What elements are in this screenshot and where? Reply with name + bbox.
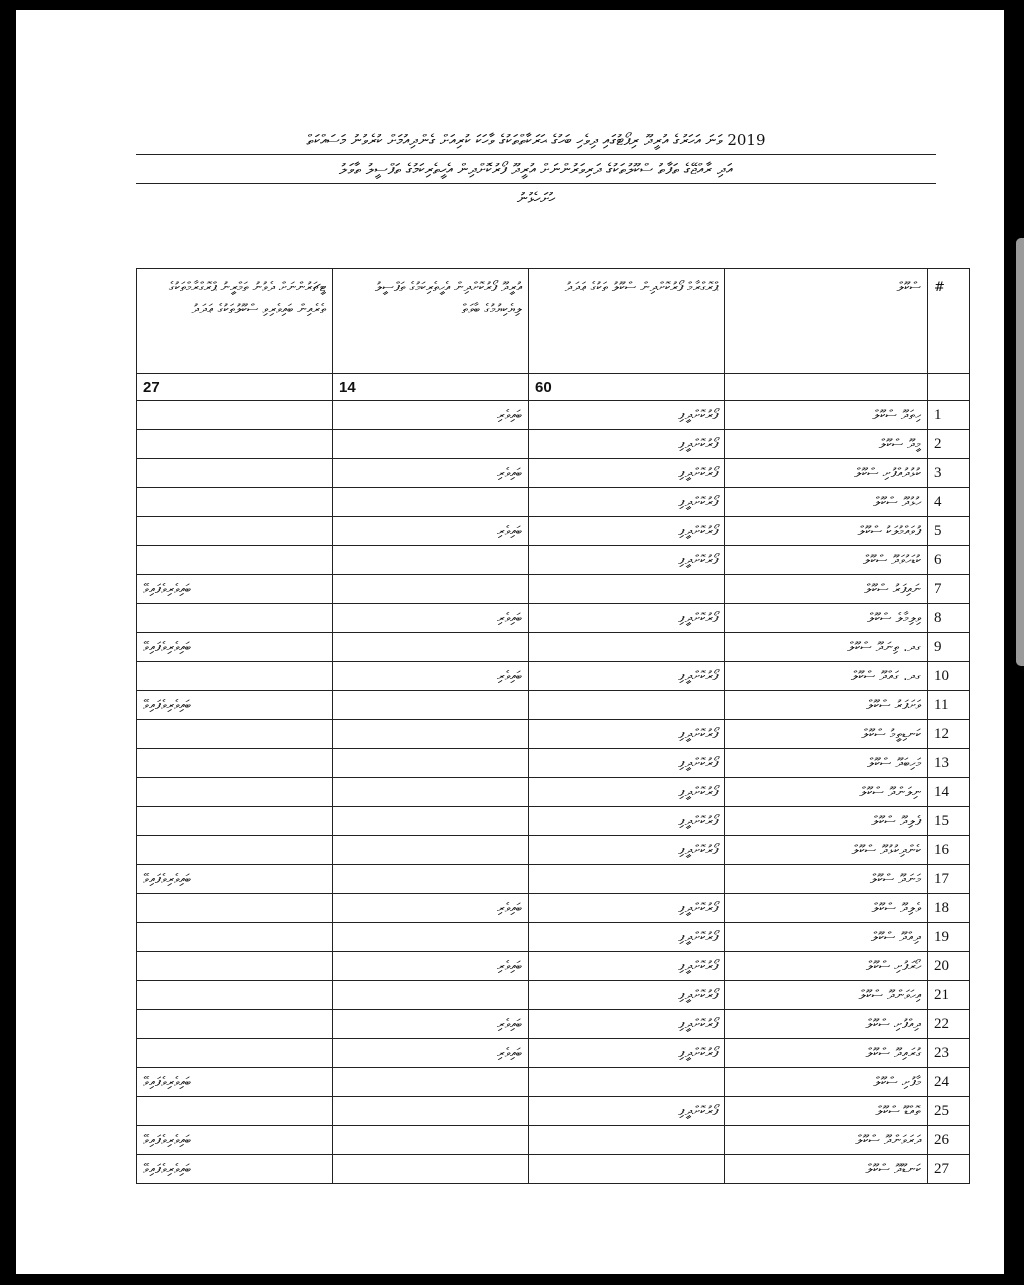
cell-col-b — [333, 1155, 529, 1184]
cell-col-a: ފޯރުކޮށްދީފި — [529, 662, 725, 691]
cell-col-c — [137, 430, 333, 459]
row-number: 27 — [928, 1155, 970, 1184]
row-number: 8 — [928, 604, 970, 633]
row-number: 15 — [928, 807, 970, 836]
cell-col-b — [333, 546, 529, 575]
cell-col-a: ފޯރުކޮށްދީފި — [529, 923, 725, 952]
table-row — [137, 1097, 970, 1126]
cell-col-c — [137, 981, 333, 1010]
cell-col-a: ފޯރުކޮށްދީފި — [529, 952, 725, 981]
table-row — [137, 836, 970, 865]
cell-col-c — [137, 517, 333, 546]
table-header-row — [137, 269, 970, 374]
cell-col-c — [137, 836, 333, 865]
table-row — [137, 923, 970, 952]
header-col-b: އުރީދޫ ފޯރުކޮށްދިން އެހީތެރިކަމުގެ ތަފްސީލު ލިޔެކިޔުމުގެ ބާވަތް — [333, 269, 529, 374]
cell-col-c — [137, 894, 333, 923]
cell-col-b — [333, 633, 529, 662]
cell-col-a — [529, 1126, 725, 1155]
cell-col-a: ފޯރުކޮށްދީފި — [529, 1010, 725, 1039]
totals-name — [725, 374, 928, 401]
school-name: ވަށަފަރު ސްކޫލް — [725, 691, 928, 720]
school-name: ފެލިދޫ ސްކޫލް — [725, 807, 928, 836]
cell-col-a: ފޯރުކޮށްދީފި — [529, 778, 725, 807]
cell-col-a — [529, 865, 725, 894]
row-number: 24 — [928, 1068, 970, 1097]
cell-col-b: ބައިވެރި — [333, 662, 529, 691]
totals-row — [137, 374, 970, 401]
table-row — [137, 401, 970, 430]
row-number: 12 — [928, 720, 970, 749]
cell-col-c — [137, 459, 333, 488]
school-name: އިހަވަންދޫ ސްކޫލް — [725, 981, 928, 1010]
cell-col-b: ބައިވެރި — [333, 952, 529, 981]
cell-col-b — [333, 430, 529, 459]
cell-col-b — [333, 1068, 529, 1097]
row-number: 17 — [928, 865, 970, 894]
table-row — [137, 546, 970, 575]
school-name: ދިއްފުށި ސްކޫލް — [725, 1010, 928, 1039]
cell-col-a: ފޯރުކޮށްދީފި — [529, 749, 725, 778]
cell-col-a: ފޯރުކޮށްދީފި — [529, 430, 725, 459]
row-number: 11 — [928, 691, 970, 720]
school-name: ދަރަވަންދޫ ސްކޫލް — [725, 1126, 928, 1155]
school-name: ދިއްދޫ ސްކޫލް — [725, 923, 928, 952]
cell-col-c — [137, 952, 333, 981]
row-number: 26 — [928, 1126, 970, 1155]
cell-col-c: ބައިވެރިވެފައިވޭ — [137, 633, 333, 662]
table-row — [137, 1126, 970, 1155]
schools-table — [136, 268, 970, 1184]
cell-col-b — [333, 865, 529, 894]
cell-col-b: ބައިވެރި — [333, 401, 529, 430]
row-number: 10 — [928, 662, 970, 691]
cell-col-c: ބައިވެރިވެފައިވޭ — [137, 575, 333, 604]
cell-col-b: ބައިވެރި — [333, 459, 529, 488]
school-name: ހިތަދޫ ސްކޫލް — [725, 401, 928, 430]
row-number: 23 — [928, 1039, 970, 1068]
cell-col-c — [137, 778, 333, 807]
scrollbar-handle[interactable] — [1016, 238, 1024, 666]
cell-col-b: ބައިވެރި — [333, 894, 529, 923]
cell-col-a — [529, 1068, 725, 1097]
cell-col-b: ބައިވެރި — [333, 517, 529, 546]
total-col-b: 14 — [333, 374, 529, 401]
school-name: ހުޅުދޫ ސްކޫލް — [725, 488, 928, 517]
row-number: 14 — [928, 778, 970, 807]
table-row — [137, 952, 970, 981]
school-name: ވިލިމާލެ ސްކޫލް — [725, 604, 928, 633]
row-number: 1 — [928, 401, 970, 430]
header-number: # — [928, 269, 970, 374]
cell-col-a: ފޯރުކޮށްދީފި — [529, 488, 725, 517]
row-number: 7 — [928, 575, 970, 604]
cell-col-b — [333, 1126, 529, 1155]
cell-col-c — [137, 720, 333, 749]
table-row — [137, 894, 970, 923]
table-row — [137, 1155, 970, 1184]
school-name: ނައިފަރު ސްކޫލް — [725, 575, 928, 604]
total-col-a: 60 — [529, 374, 725, 401]
cell-col-c: ބައިވެރިވެފައިވޭ — [137, 1126, 333, 1155]
cell-col-a: ފޯރުކޮށްދީފި — [529, 807, 725, 836]
school-name: ނިލަންދޫ ސްކޫލް — [725, 778, 928, 807]
table-row — [137, 865, 970, 894]
cell-col-b — [333, 749, 529, 778]
cell-col-a — [529, 691, 725, 720]
school-name: ކަނޑޫދޫ ސްކޫލް — [725, 1155, 928, 1184]
table-row — [137, 488, 970, 517]
document-heading — [136, 126, 936, 212]
row-number: 21 — [928, 981, 970, 1010]
cell-col-a: ފޯރުކޮށްދީފި — [529, 981, 725, 1010]
header-school: ސްކޫލް — [725, 269, 928, 374]
table-row — [137, 604, 970, 633]
total-col-c: 27 — [137, 374, 333, 401]
cell-col-c: ބައިވެރިވެފައިވޭ — [137, 865, 333, 894]
cell-col-c: ބައިވެރިވެފައިވޭ — [137, 691, 333, 720]
school-name: މަނަދޫ ސްކޫލް — [725, 865, 928, 894]
school-name: ގުރައިދޫ ސްކޫލް — [725, 1039, 928, 1068]
header-col-c: ޓީޗަރުންނަށް ދެވުނު ތަމްރީނު ޕްރޮގްރާމްތަކުގެ ތެރެއިން ބައިވެރިވި ސްކޫލުތަކުގެ ޢަދަދު — [137, 269, 333, 374]
table-row — [137, 749, 970, 778]
table-row — [137, 778, 970, 807]
table-row — [137, 662, 970, 691]
row-number: 4 — [928, 488, 970, 517]
school-name: މަހިބަދޫ ސްކޫލް — [725, 749, 928, 778]
cell-col-b — [333, 923, 529, 952]
cell-col-a: ފޯރުކޮށްދީފި — [529, 1039, 725, 1068]
school-name: މީދޫ ސްކޫލް — [725, 430, 928, 459]
row-number: 20 — [928, 952, 970, 981]
cell-col-b — [333, 981, 529, 1010]
table-row — [137, 633, 970, 662]
cell-col-b — [333, 488, 529, 517]
cell-col-c — [137, 1039, 333, 1068]
school-name: މާފުށި ސްކޫލް — [725, 1068, 928, 1097]
table-row — [137, 981, 970, 1010]
heading-line-1: 2019 ވަނަ އަހަރުގެ އުރީދޫ ރިޕޯޓުގައި ދިވެހި ބަހުގެ ޙަރަކާތްތަކުގެ ވާހަކަ ކުރިއަށް ގެންދިއުމަށް ކުރެވުނު މަސައްކަތް — [136, 126, 936, 155]
school-name: ކުޑަހުވަދޫ ސްކޫލް — [725, 546, 928, 575]
cell-col-c — [137, 401, 333, 430]
cell-col-c: ބައިވެރިވެފައިވޭ — [137, 1068, 333, 1097]
school-name: ގދ. ތިނަދޫ ސްކޫލް — [725, 633, 928, 662]
cell-col-b — [333, 691, 529, 720]
cell-col-c — [137, 662, 333, 691]
row-number: 25 — [928, 1097, 970, 1126]
cell-col-a: ފޯރުކޮށްދީފި — [529, 894, 725, 923]
table-row — [137, 691, 970, 720]
cell-col-c — [137, 807, 333, 836]
cell-col-b — [333, 575, 529, 604]
cell-col-a: ފޯރުކޮށްދީފި — [529, 401, 725, 430]
cell-col-c — [137, 749, 333, 778]
row-number: 3 — [928, 459, 970, 488]
cell-col-a — [529, 575, 725, 604]
cell-col-a: ފޯރުކޮށްދީފި — [529, 836, 725, 865]
cell-col-c — [137, 604, 333, 633]
table-row — [137, 1068, 970, 1097]
table-row — [137, 430, 970, 459]
cell-col-b: ބައިވެރި — [333, 1039, 529, 1068]
table-row — [137, 807, 970, 836]
cell-col-c — [137, 1010, 333, 1039]
row-number: 16 — [928, 836, 970, 865]
cell-col-a — [529, 1155, 725, 1184]
cell-col-c — [137, 488, 333, 517]
cell-col-c — [137, 923, 333, 952]
cell-col-a: ފޯރުކޮށްދީފި — [529, 459, 725, 488]
school-name: ކުޅުދުއްފުށި ސްކޫލް — [725, 459, 928, 488]
school-name: ކެންދިކުޅުދޫ ސްކޫލް — [725, 836, 928, 865]
cell-col-c — [137, 1097, 333, 1126]
cell-col-a: ފޯރުކޮށްދީފި — [529, 720, 725, 749]
table-row — [137, 720, 970, 749]
cell-col-b: ބައިވެރި — [333, 604, 529, 633]
row-number: 22 — [928, 1010, 970, 1039]
row-number: 9 — [928, 633, 970, 662]
document-page — [16, 10, 1004, 1274]
table-row — [137, 517, 970, 546]
cell-col-a: ފޯރުކޮށްދީފި — [529, 517, 725, 546]
school-name: ހޯރަފުށި ސްކޫލް — [725, 952, 928, 981]
school-name: ގދ. ގައްދޫ ސްކޫލް — [725, 662, 928, 691]
row-number: 18 — [928, 894, 970, 923]
cell-col-c: ބައިވެރިވެފައިވޭ — [137, 1155, 333, 1184]
school-name: ވެލިދޫ ސްކޫލް — [725, 894, 928, 923]
totals-num — [928, 374, 970, 401]
school-name: ތޮއްޑޫ ސްކޫލް — [725, 1097, 928, 1126]
cell-col-b — [333, 778, 529, 807]
school-name: ކަނޑިތީމު ސްކޫލް — [725, 720, 928, 749]
table-row — [137, 1039, 970, 1068]
cell-col-b — [333, 807, 529, 836]
row-number: 13 — [928, 749, 970, 778]
table-row — [137, 1010, 970, 1039]
row-number: 6 — [928, 546, 970, 575]
table-row — [137, 575, 970, 604]
cell-col-c — [137, 546, 333, 575]
row-number: 2 — [928, 430, 970, 459]
cell-col-a: ފޯރުކޮށްދީފި — [529, 1097, 725, 1126]
row-number: 19 — [928, 923, 970, 952]
heading-line-2: އަދި ރާއްޖޭގެ ތަފާތު ސްކޫލުތަކުގެ ދަރިވަރުންނަށް އުރީދޫ ފޯރުކޮށްދިން އެހީތެރިކަމުގެ ތަފްސީލު ތާވަލު — [136, 155, 936, 184]
cell-col-b: ބައިވެރި — [333, 1010, 529, 1039]
cell-col-a: ފޯރުކޮށްދީފި — [529, 604, 725, 633]
table-row — [137, 459, 970, 488]
cell-col-a: ފޯރުކޮށްދީފި — [529, 546, 725, 575]
cell-col-b — [333, 720, 529, 749]
heading-line-3: ހުށަހެޅުނު — [516, 189, 556, 207]
school-name: ފުވައްމުލަކު ސްކޫލް — [725, 517, 928, 546]
cell-col-b — [333, 836, 529, 865]
header-col-a: ޕްރޮގްރާމް ފޯރުކޮށްދިން ސްކޫލު ތަކުގެ ޢަދަދު — [529, 269, 725, 374]
cell-col-b — [333, 1097, 529, 1126]
row-number: 5 — [928, 517, 970, 546]
cell-col-a — [529, 633, 725, 662]
